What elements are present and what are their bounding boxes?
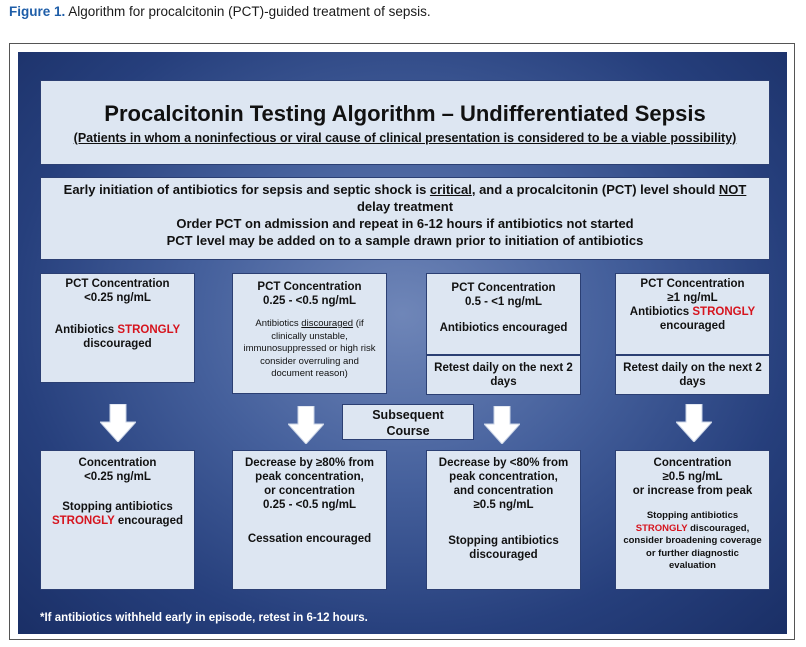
figure-caption [9, 4, 431, 19]
figure-label: Figure 1. [9, 4, 66, 19]
outcome-line: or increase from peak [632, 485, 753, 497]
outcome-line: Decrease by ≥80% from [244, 457, 375, 469]
pct-range: 0.5 - <1 ng/mL [464, 296, 542, 308]
outcome-line: <0.25 ng/mL [84, 471, 151, 483]
outcome-box-3 [426, 450, 581, 590]
outcome-line [41, 514, 194, 528]
pct-recommendation-end: encouraged [659, 320, 726, 332]
outcome-line: or concentration [264, 485, 355, 497]
guidance-line-1b: delay treatment [356, 199, 454, 214]
outcome-line: Stopping antibiotics [62, 501, 173, 513]
strongly-text: STRONGLY [635, 522, 688, 534]
rec-text: Antibiotics [629, 306, 693, 318]
pct-heading: PCT Concentration [65, 278, 170, 290]
outcome-line: ≥0.5 ng/mL [473, 499, 534, 511]
outcome-line: Concentration [653, 457, 732, 469]
pct-recommendation-end: discouraged [83, 338, 152, 350]
footnote: *If antibiotics withheld early in episode, retest in 6-12 hours. [40, 612, 368, 624]
outcome-line [622, 510, 763, 573]
outcome-line: Concentration [78, 457, 157, 469]
pct-range: ≥1 ng/mL [667, 292, 718, 304]
figure-caption-text: Algorithm for procalcitonin (PCT)-guided treatment of sepsis. [65, 4, 431, 19]
strongly-text: STRONGLY [117, 324, 181, 336]
outcome-text: discouraged, consider broadening coverage or further diagnostic evaluation [623, 522, 762, 571]
algorithm-title: Procalcitonin Testing Algorithm – Undifferentiated Sepsis [104, 101, 706, 126]
rec-detail: (if clinically unstable, immunosuppressed or high risk consider overruling and document reason) [243, 318, 376, 379]
guidance-line-3: PCT level may be added on to a sample drawn prior to initiation of antibiotics [166, 233, 644, 248]
outcome-box-2 [232, 450, 387, 590]
rec-text: Antibiotics [255, 318, 302, 329]
pct-box-1 [40, 273, 195, 383]
pct-recommendation [41, 323, 194, 337]
down-arrow-icon [484, 406, 520, 444]
discouraged-text: discouraged [301, 318, 354, 329]
subsequent-course-box: Subsequent Course [342, 404, 474, 440]
title-box [40, 80, 770, 165]
pct-heading: PCT Concentration [257, 281, 362, 293]
not-text: NOT [718, 182, 747, 197]
retest-box-3: Retest daily on the next 2 days [426, 355, 581, 395]
critical-text: critical [429, 182, 472, 197]
pct-box-3 [426, 273, 581, 355]
outcome-line: Stopping antibiotics [448, 535, 559, 547]
outcome-line: Decrease by <80% from [438, 457, 569, 469]
outcome-box-4 [615, 450, 770, 590]
down-arrow-icon [288, 406, 324, 444]
guidance-text: Early initiation of antibiotics for sepsis and septic shock is [63, 182, 430, 197]
pct-recommendation [616, 305, 769, 319]
outcome-line: Cessation encouraged [247, 533, 372, 545]
pct-box-4 [615, 273, 770, 355]
pct-range: <0.25 ng/mL [84, 292, 151, 304]
down-arrow-icon [676, 404, 712, 442]
pct-recommendation: Antibiotics encouraged [439, 322, 568, 334]
pct-recommendation [238, 318, 381, 381]
retest-box-4: Retest daily on the next 2 days [615, 355, 770, 395]
algorithm-subtitle: (Patients in whom a noninfectious or viral cause of clinical presentation is considered to be a viable possibility) [73, 131, 737, 145]
guidance-box [40, 177, 770, 260]
outcome-box-1 [40, 450, 195, 590]
guidance-text: , and a procalcitonin (PCT) level should [471, 182, 719, 197]
down-arrow-icon [100, 404, 136, 442]
outcome-text: encouraged [114, 515, 184, 527]
pct-heading: PCT Concentration [451, 282, 556, 294]
outcome-line: peak concentration, [255, 471, 364, 483]
outcome-text: Stopping antibiotics [646, 510, 739, 521]
outcome-line: peak concentration, [449, 471, 558, 483]
guidance-line-1 [41, 181, 769, 198]
pct-box-2 [232, 273, 387, 394]
pct-range: 0.25 - <0.5 ng/mL [263, 295, 356, 307]
pct-heading: PCT Concentration [640, 278, 745, 290]
rec-text: Antibiotics [54, 324, 118, 336]
strongly-text: STRONGLY [51, 515, 115, 527]
outcome-line: discouraged [469, 549, 538, 561]
guidance-line-2: Order PCT on admission and repeat in 6-12 hours if antibiotics not started [176, 216, 634, 231]
strongly-text: STRONGLY [692, 306, 756, 318]
outcome-line: and concentration [453, 485, 554, 497]
outcome-line: 0.25 - <0.5 ng/mL [263, 499, 356, 511]
outcome-line: ≥0.5 ng/mL [662, 471, 723, 483]
